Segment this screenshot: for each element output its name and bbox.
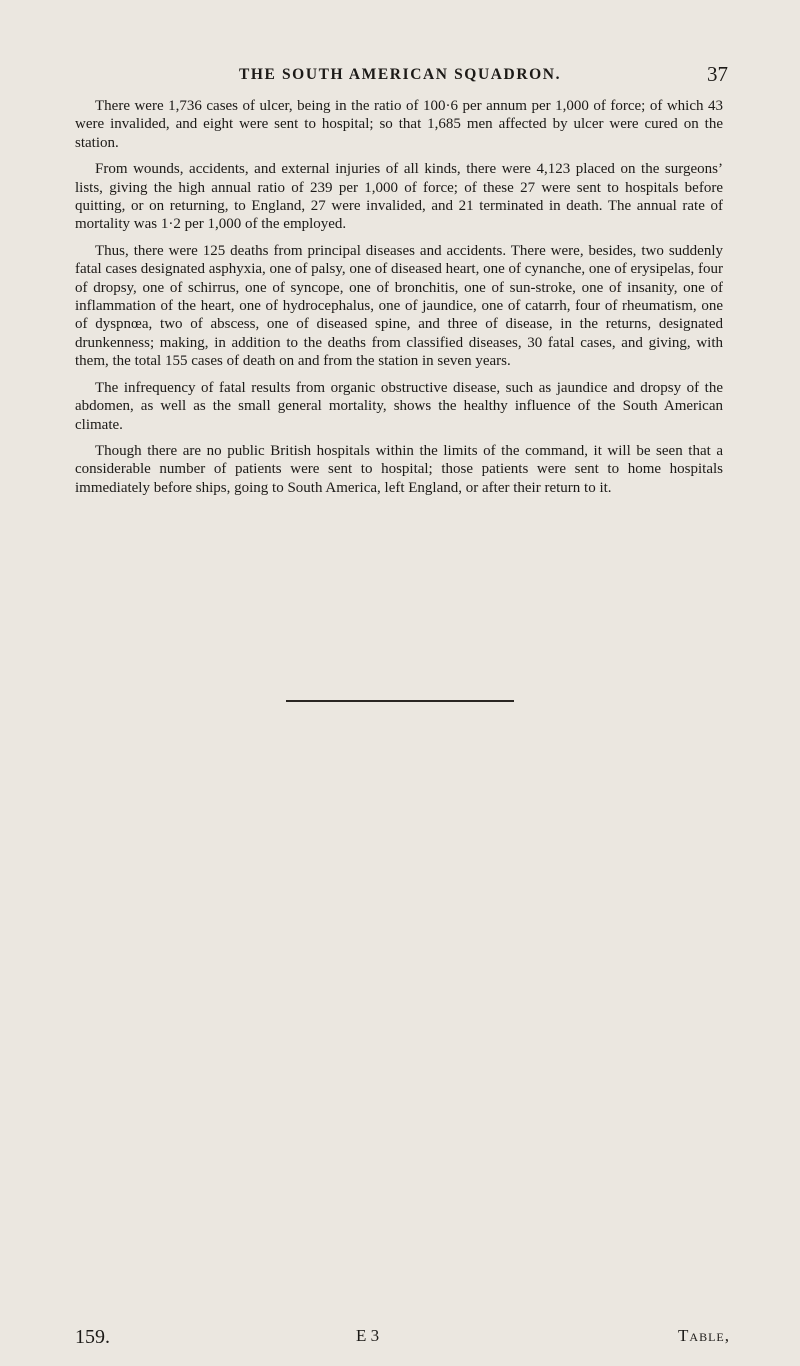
signature-mark: E 3 <box>356 1326 380 1345</box>
catchword: Table, <box>678 1326 730 1345</box>
paragraph-hospitals: Though there are no public British hospitals within the limits of the command, it will be seen that a considerable number of patients were sent to hospital; those patients were sent to home hospitals immediately before ships, going to South America, left England, or after their return to it. <box>75 442 723 496</box>
page-footer <box>70 1322 730 1352</box>
body-text <box>75 97 723 505</box>
signature-number: 159. <box>75 1326 110 1348</box>
page-number: 37 <box>707 62 728 86</box>
section-divider <box>286 700 514 702</box>
paragraph-climate: The infrequency of fatal results from organic obstructive disease, such as jaundice and dropsy of the abdomen, as well as the small general mortality, shows the healthy influence of the South American climate. <box>75 379 723 433</box>
paragraph-wounds-accidents: From wounds, accidents, and external injuries of all kinds, there were 4,123 placed on the surgeons’ lists, giving the high annual ratio of 239 per 1,000 of force; of these 27 were sent to hospitals before quitting, or on returning, to England, 27 were invalided, and 21 terminated in death. The annual rate of mortality was 1·2 per 1,000 of the employed. <box>75 161 723 233</box>
paragraph-deaths: Thus, there were 125 deaths from principal diseases and accidents. There were, besides, two suddenly fatal cases designated asphyxia, one of palsy, one of diseased heart, one of cynanche, one of erysipelas, four of dropsy, one of schirrus, one of syncope, one of bronchitis, one of sun-stroke, one of insanity, one of inflammation of the heart, one of hydrocephalus, one of jaundice, one of catarrh, four of rheumatism, one of dyspnœa, two of abscess, one of diseased spine, and three of disease, in the returns, designated drunkenness; making, in addition to the deaths from classified diseases, 30 fatal cases, and giving, with them, the total 155 cases of death on and from the station in seven years. <box>75 242 723 370</box>
running-title: THE SOUTH AMERICAN SQUADRON. <box>238 66 562 83</box>
paragraph-ulcer: There were 1,736 cases of ulcer, being in the ratio of 100·6 per annum per 1,000 of force; of which 43 were invalided, and eight were sent to hospital; so that 1,685 men affected by ulcer were cured on the station. <box>75 98 723 151</box>
page-header <box>70 62 730 88</box>
